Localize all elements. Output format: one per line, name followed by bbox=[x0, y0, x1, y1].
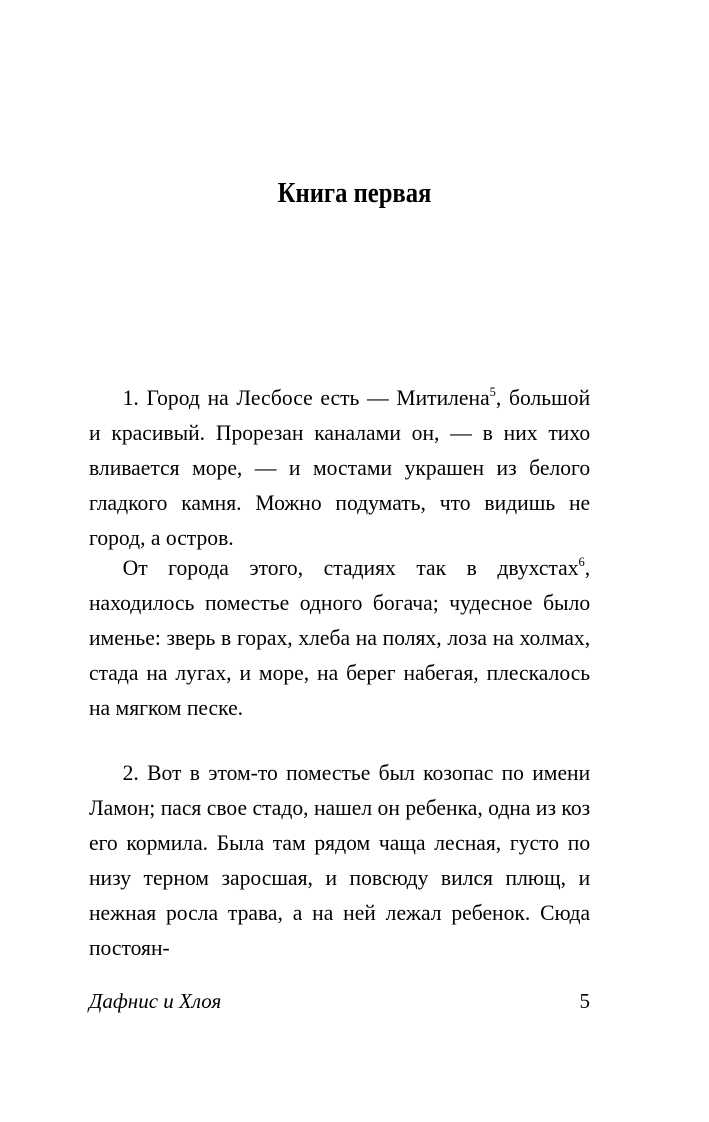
paragraph-1 bbox=[89, 380, 590, 555]
paragraph-text-rest: , находилось поместье одного богача; чудесное было именье: зверь в горах, хлеба на полях, лоза на холмах, стада на лугах, и море, на берег набегая, плескалось на мягком песке. bbox=[89, 555, 591, 720]
paragraph-text bbox=[89, 380, 590, 555]
running-footer-title: Дафнис и Хлоя bbox=[89, 989, 222, 1013]
paragraph-text-start: От города этого, стадиях так в двухстах bbox=[122, 555, 579, 580]
paragraph-2 bbox=[89, 550, 590, 725]
paragraph-text-rest: , большой и красивый. Прорезан каналами он, — в них тихо вливается море, — и мостами украшен из белого гладкого камня. Можно подумать, что видишь не город, а остров. bbox=[89, 385, 591, 550]
paragraph-text-start: 1. Город на Лесбосе есть — Митилена bbox=[122, 385, 490, 410]
paragraph-text bbox=[89, 550, 590, 725]
paragraph-text: 2. Вот в этом-то поместье был козопас по имени Ламон; пася свое стадо, нашел он ребенка, одна из коз его кормила. Была там рядом чаща лесная, густо по низу терном заросшая, и повсюду вился плющ, и нежная росла трава, а на ней лежал ребенок. Сюда постоян- bbox=[89, 760, 591, 960]
paragraph-3 bbox=[89, 755, 590, 965]
footnote-marker[interactable]: 5 bbox=[489, 384, 496, 399]
footnote-marker[interactable]: 6 bbox=[578, 554, 585, 569]
chapter-title: Книга первая bbox=[277, 178, 432, 209]
page-number: 5 bbox=[579, 989, 590, 1013]
